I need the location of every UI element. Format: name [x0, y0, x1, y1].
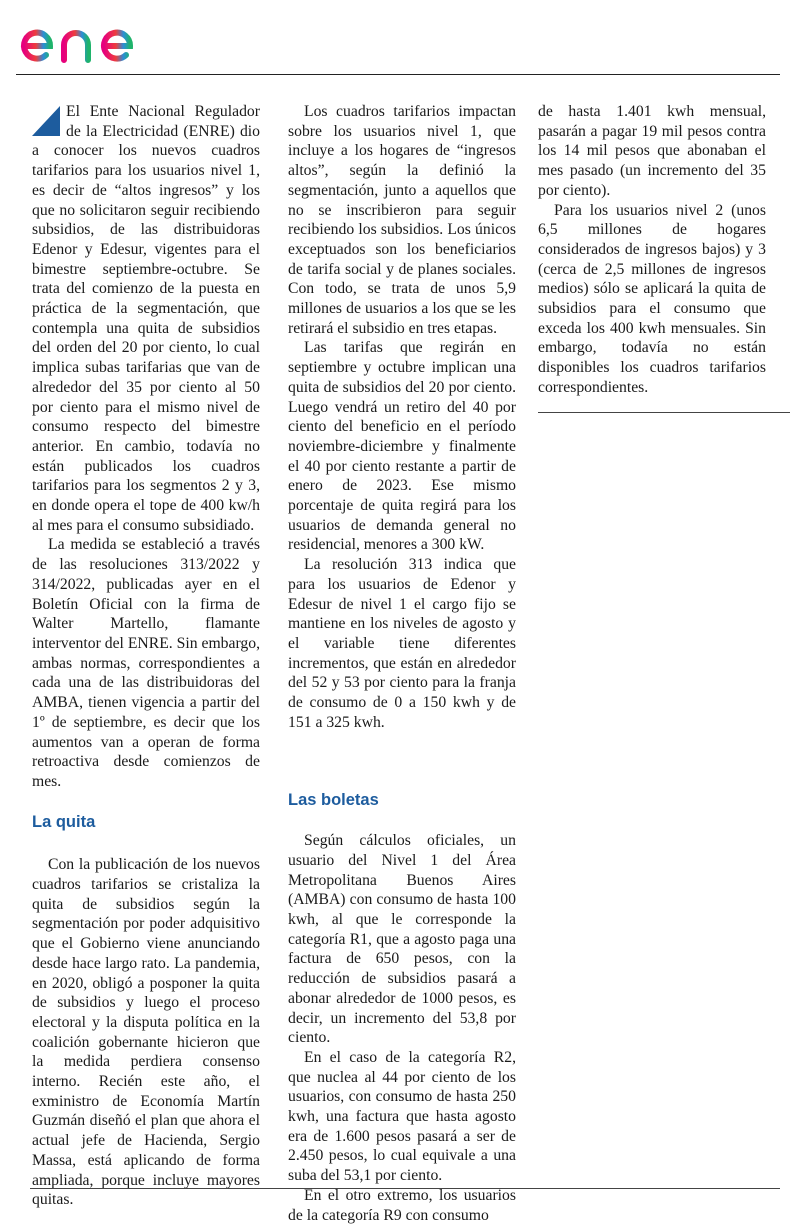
- article-paragraph: Las tarifas que regirán en septiembre y octubre implican una quita de subsidios del 20 por ciento. Luego vendrá un retiro del 40 por ciento del beneficio en el período noviembre-diciembre y finalmente el 40 por ciento restante a partir de enero de 2023. Ese mismo porcentaje de quita regirá para los usuarios de demanda general no residencial, menores a 300 kW.: [288, 339, 516, 554]
- article-paragraph: Según cálculos oficiales, un usuario del Nivel 1 del Área Metropolitana Buenos Aires (AMBA) con consumo de hasta 100 kwh, al que le corresponde la categoría R1, que a agosto paga una factura de 650 pesos, con la reducción de subsidios pasará a abonar alrededor de 1000 pesos, es decir, un incremento del 53,8 por ciento.: [288, 832, 516, 1047]
- article-paragraph: En el otro extremo, los usuarios de la categoría R9 con consumo: [288, 1186, 516, 1224]
- article-paragraph: La medida se estableció a través de las resoluciones 313/2022 y 314/2022, publicadas ayer en el Boletín Oficial con la firma de Walter Martello, flamante interventor del ENRE. Sin embargo, ambas normas, correspondientes a cada una de las distribuidoras del AMBA, tienen vigencia a partir del 1º de septiembre, es decir que los aumentos van a operan de forma retroactiva desde comienzos de mes.: [32, 536, 261, 790]
- article-paragraph: En el caso de la categoría R2, que nuclea al 44 por ciento de los usuarios, con consumo de hasta 250 kwh, una factura que hasta agosto era de 1.600 pesos pasará a ser de 2.450 pesos, lo cual equivale a una suba del 53,1 por ciento.: [288, 1048, 516, 1185]
- article-paragraph: El Ente Nacional Regulador de la Electricidad (ENRE) dio a conocer los nuevos cuadros tarifarios para los usuarios nivel 1, es decir de “altos ingresos” y los que no solicitaron seguir recibiendo subsidios, de las distribuidoras Edenor y Edesur, vigentes para el bimestre septiembre-octubre. Se trata del comienzo de la puesta en práctica de la segmentación, que contempla una quita de subsidios del orden del 20 por ciento, lo cual implica subas tarifarias que van de alrededor del 35 por ciento al 50 por ciento para el mismo nivel de consumo respecto del bimestre anterior. En cambio, todavía no están publicados los cuadros tarifarios para los segmentos 2 y 3, en donde opera el tope de 400 kw/h al mes para el consumo subsidiado.: [32, 103, 260, 534]
- article-column-2: [288, 102, 516, 1225]
- article-paragraph: Con la publicación de los nuevos cuadros tarifarios se cristaliza la quita de subsidios según la segmentación por poder adquisitivo que el Gobierno viene anunciando desde hace largo rato. La pandemia, en 2020, obligó a posponer la quita de subsidios y luego el proceso electoral y la disputa política en la coalición gobernante hicieron que la medida perdiera consenso interno. Recién este año, el exministro de Economía Martín Guzmán diseñó el plan que ahora el actual jefe de Hacienda, Sergio Massa, está aplicando de forma ampliada, porque incluye mayores quitas.: [32, 856, 260, 1209]
- article-paragraph: La resolución 313 indica que para los usuarios de Edenor y Edesur de nivel 1 el cargo fijo se mantiene en los niveles de agosto y el variable tiene diferentes incrementos, que están en alrededor del 52 y 53 por ciento para la franja de consumo de 0 a 150 kwh y de 151 a 325 kwh.: [288, 556, 516, 731]
- article-paragraph: de hasta 1.401 kwh mensual, pasarán a pagar 19 mil pesos contra los 14 mil pesos que abonaban el mes pasado (un incremento del 35 por ciento).: [538, 103, 766, 199]
- enel-logo: [16, 6, 176, 68]
- column-end-rule: [538, 412, 790, 413]
- header-rule: [16, 74, 780, 75]
- article-paragraph: Para los usuarios nivel 2 (unos 6,5 millones de hogares considerados de ingresos bajos) y 3 (cerca de 2,5 millones de ingresos medios) sólo se aplicará la quita de subsidios para el consumo que exceda los 400 kwh mensuales. Sin embargo, todavía no están disponibles los cuadros tarifarios correspondientes.: [538, 201, 766, 396]
- article-column-3: [538, 102, 766, 413]
- section-heading-la-quita: La quita: [32, 812, 96, 831]
- footer-rule: [30, 1188, 780, 1189]
- paragraph-marker-icon: [32, 106, 60, 136]
- article-paragraph: Los cuadros tarifarios impactan sobre los usuarios nivel 1, que incluye a los hogares de “ingresos altos”, según la definió la segmentación, junto a aquellos que no se inscribieron para seguir recibiendo los subsidios. Los únicos exceptuados son los beneficiarios de tarifa social y de planes sociales. Con todo, se trata de unos 5,9 millones de usuarios a los que se les retirará el subsidio en tres etapas.: [288, 103, 516, 337]
- article-column-1: [32, 102, 260, 1210]
- section-heading-las-boletas: Las boletas: [288, 790, 379, 809]
